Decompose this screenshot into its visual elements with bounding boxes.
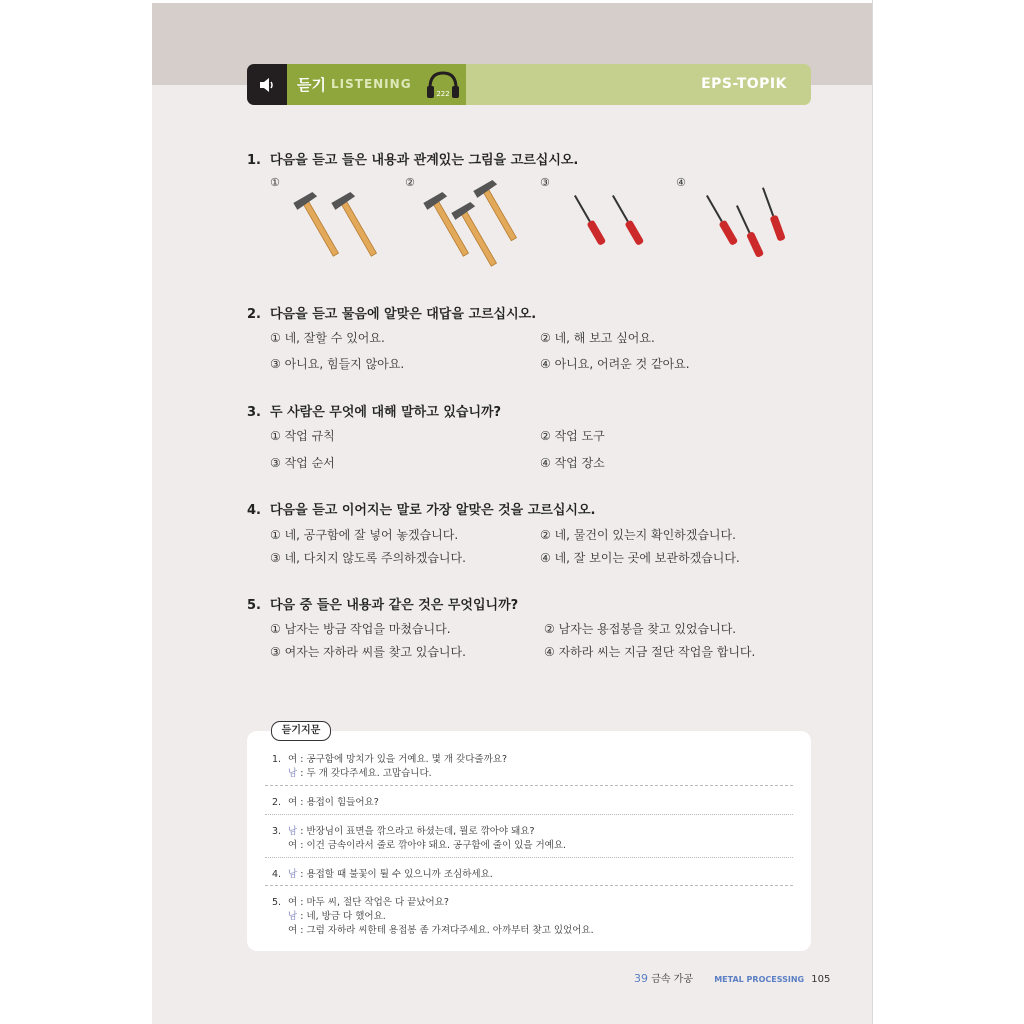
unit-title-ko: 금속 가공 bbox=[651, 974, 694, 985]
question-3 bbox=[247, 401, 501, 420]
answer-option[interactable]: ③ 네, 다치지 않도록 주의하겠습니다. bbox=[270, 551, 466, 565]
answer-option[interactable]: ① 네, 공구함에 잘 넣어 놓겠습니다. bbox=[270, 528, 459, 542]
answer-option[interactable]: ② 남자는 용접봉을 찾고 있었습니다. bbox=[544, 622, 737, 636]
question-1 bbox=[247, 149, 578, 168]
script-line: 5. 여 : 마두 씨, 절단 작업은 다 끝났어요? bbox=[272, 897, 449, 908]
answer-option[interactable]: ④ 자하라 씨는 지금 절단 작업을 합니다. bbox=[544, 645, 756, 659]
speaker-icon[interactable] bbox=[247, 64, 287, 105]
question-5 bbox=[247, 594, 518, 613]
question-2 bbox=[247, 303, 536, 322]
divider bbox=[265, 885, 793, 886]
listening-ko: 듣기 bbox=[297, 76, 326, 94]
brand-label: EPS-TOPIK bbox=[701, 76, 787, 92]
question-text: 다음을 듣고 물음에 알맞은 대답을 고르십시오. bbox=[270, 307, 537, 322]
page-footer bbox=[634, 970, 830, 985]
question-number: 4. bbox=[247, 503, 261, 518]
answer-option[interactable]: ③ 아니요, 힘들지 않아요. bbox=[270, 357, 405, 371]
question-number: 3. bbox=[247, 405, 261, 420]
brand-area bbox=[466, 64, 811, 105]
answer-option[interactable]: ③ 여자는 자하라 씨를 찾고 있습니다. bbox=[270, 645, 466, 659]
answer-option[interactable]: ① 작업 규칙 bbox=[270, 429, 335, 443]
track-number: 222 bbox=[436, 90, 450, 98]
option-mark: ③ bbox=[540, 176, 550, 189]
listening-en: LISTENING bbox=[331, 77, 412, 91]
script-line: 3. 남 : 반장님이 표면을 깎으라고 하셨는데, 뭘로 깎아야 돼요? bbox=[272, 826, 535, 837]
question-text: 다음을 듣고 이어지는 말로 가장 알맞은 것을 고르십시오. bbox=[270, 503, 596, 518]
section-header bbox=[247, 64, 811, 105]
page-edge bbox=[872, 0, 873, 1024]
answer-option[interactable]: ④ 작업 장소 bbox=[540, 456, 605, 470]
option-mark: ① bbox=[270, 176, 280, 189]
hammer-pair-icon bbox=[292, 190, 382, 270]
question-text: 두 사람은 무엇에 대해 말하고 있습니까? bbox=[270, 405, 502, 420]
script-line: 1. 여 : 공구함에 망치가 있을 거예요. 몇 개 갖다줄까요? bbox=[272, 754, 507, 765]
script-line: 2. 여 : 용접이 힘들어요? bbox=[272, 797, 379, 808]
screwdriver-pair-icon bbox=[568, 194, 658, 264]
script-tag: 듣기지문 bbox=[271, 721, 331, 741]
script-line: 남 : 두 개 갖다주세요. 고맙습니다. bbox=[288, 768, 432, 779]
script-line: 여 : 그럼 자하라 씨한테 용접봉 좀 가져다주세요. 아까부터 찾고 있었어요. bbox=[288, 925, 594, 936]
answer-option[interactable]: ① 네, 잘할 수 있어요. bbox=[270, 331, 385, 345]
question-text: 다음 중 들은 내용과 같은 것은 무엇입니까? bbox=[270, 598, 519, 613]
script-line: 남 : 네, 방금 다 했어요. bbox=[288, 911, 386, 922]
question-4 bbox=[247, 499, 595, 518]
answer-option[interactable]: ② 작업 도구 bbox=[540, 429, 605, 443]
answer-option[interactable]: ① 남자는 방금 작업을 마쳤습니다. bbox=[270, 622, 451, 636]
hammer-trio-icon bbox=[420, 180, 520, 270]
answer-option[interactable]: ④ 아니요, 어려운 것 같아요. bbox=[540, 357, 690, 371]
headphones-icon[interactable] bbox=[425, 70, 461, 104]
question-number: 5. bbox=[247, 598, 261, 613]
option-mark: ② bbox=[405, 176, 415, 189]
unit-title-en: METAL PROCESSING bbox=[714, 975, 805, 984]
answer-option[interactable]: ③ 작업 순서 bbox=[270, 456, 335, 470]
question-number: 2. bbox=[247, 307, 261, 322]
page-number: 105 bbox=[811, 974, 831, 985]
screwdriver-trio-icon bbox=[698, 186, 798, 266]
divider bbox=[265, 785, 793, 786]
answer-option[interactable]: ④ 네, 잘 보이는 곳에 보관하겠습니다. bbox=[540, 551, 740, 565]
question-number: 1. bbox=[247, 153, 261, 168]
script-line: 4. 남 : 용접할 때 불꽃이 튈 수 있으니까 조심하세요. bbox=[272, 869, 493, 880]
script-line: 여 : 이건 금속이라서 줄로 깎아야 돼요. 공구함에 줄이 있을 거예요. bbox=[288, 840, 567, 851]
option-mark: ④ bbox=[676, 176, 686, 189]
divider bbox=[265, 814, 793, 815]
listening-label bbox=[287, 64, 466, 105]
answer-option[interactable]: ② 네, 해 보고 싶어요. bbox=[540, 331, 655, 345]
unit-number: 39 bbox=[634, 972, 648, 985]
divider bbox=[265, 857, 793, 858]
answer-option[interactable]: ② 네, 물건이 있는지 확인하겠습니다. bbox=[540, 528, 736, 542]
question-text: 다음을 듣고 들은 내용과 관계있는 그림을 고르십시오. bbox=[270, 153, 579, 168]
